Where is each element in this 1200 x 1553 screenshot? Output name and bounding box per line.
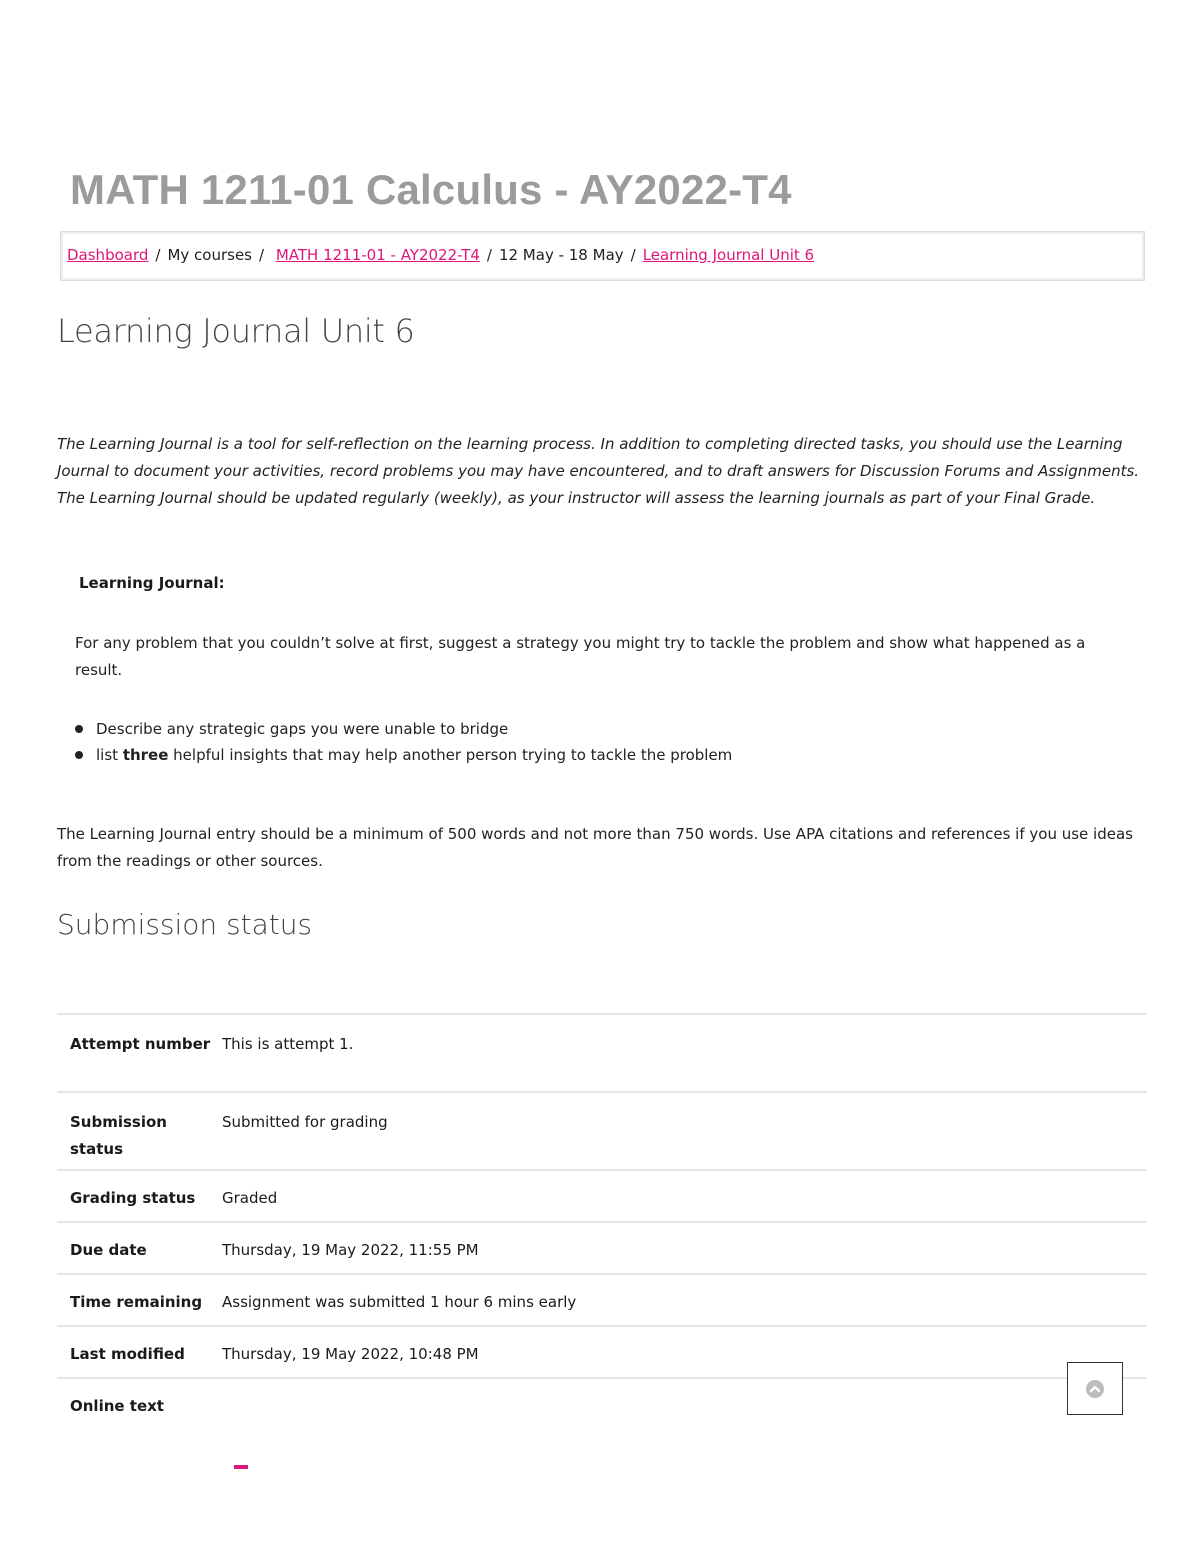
row-value: Assignment was submitted 1 hour 6 mins early [222, 1274, 1147, 1326]
row-label: Due date [57, 1222, 222, 1274]
breadcrumb-course-link[interactable]: MATH 1211-01 - AY2022-T4 [275, 246, 480, 264]
table-row [57, 1274, 1147, 1326]
course-title: MATH 1211-01 Calculus - AY2022-T4 [70, 166, 792, 213]
row-value: Thursday, 19 May 2022, 11:55 PM [222, 1222, 1147, 1274]
row-label: Time remaining [57, 1274, 222, 1326]
breadcrumb-week: 12 May - 18 May [498, 246, 624, 264]
breadcrumb-my-courses: My courses [167, 246, 252, 264]
breadcrumb-activity-link[interactable]: Learning Journal Unit 6 [642, 246, 815, 264]
row-label: Attempt number [57, 1014, 222, 1092]
journal-label: Learning Journal: [79, 574, 225, 592]
list-item-text-pre: list [96, 746, 123, 764]
table-row [57, 1170, 1147, 1222]
list-item [75, 716, 732, 742]
table-row [57, 1378, 1147, 1438]
list-item [75, 742, 732, 768]
table-row [57, 1222, 1147, 1274]
row-label: Online text [57, 1378, 222, 1438]
instruction-list [75, 716, 732, 768]
journal-prompt: For any problem that you couldn’t solve at first, suggest a strategy you might try to tackle the problem and show what happened as a result. [75, 634, 1086, 679]
table-row [57, 1014, 1147, 1092]
page-title: Learning Journal Unit 6 [57, 312, 415, 350]
breadcrumb-separator: / [630, 246, 636, 264]
chevron-up-circle-icon [1086, 1380, 1104, 1398]
online-text-expand-indicator[interactable] [234, 1465, 248, 1469]
row-label: Submission status [57, 1092, 222, 1170]
breadcrumb-separator: / [486, 246, 492, 264]
row-value: Graded [222, 1170, 1147, 1222]
row-label: Grading status [57, 1170, 222, 1222]
breadcrumb-dashboard-link[interactable]: Dashboard [67, 246, 149, 264]
breadcrumb [60, 231, 1145, 281]
row-label: Last modified [57, 1326, 222, 1378]
table-row [57, 1326, 1147, 1378]
row-value [222, 1378, 1147, 1438]
intro-text: The Learning Journal is a tool for self-reflection on the learning process. In addition to completing directed tasks, you should use the Learning Journal to document your activities, record problems you may have encountered, and to draft answers for Discussion Forums and Assignments. The Learning Journal should be updated regularly (weekly), as your instructor will assess the learning journals as part of your Final Grade. [57, 435, 1140, 507]
breadcrumb-separator: / [155, 246, 161, 264]
row-value: Thursday, 19 May 2022, 10:48 PM [222, 1326, 1147, 1378]
submission-status-heading: Submission status [57, 908, 313, 941]
row-value: Submitted for grading [222, 1092, 1147, 1170]
list-item-text-post: helpful insights that may help another person trying to tackle the problem [168, 746, 733, 764]
list-item-bold: three [122, 746, 169, 764]
breadcrumb-separator: / [259, 246, 265, 264]
list-item-text: Describe any strategic gaps you were unable to bridge [96, 720, 509, 738]
submission-status-table [57, 1013, 1147, 1438]
wordcount-note: The Learning Journal entry should be a minimum of 500 words and not more than 750 words. Use APA citations and references if you use ideas from the readings or other sources. [57, 825, 1133, 870]
scroll-to-top-button[interactable] [1067, 1362, 1123, 1415]
row-value: This is attempt 1. [222, 1014, 1147, 1092]
table-row [57, 1092, 1147, 1170]
